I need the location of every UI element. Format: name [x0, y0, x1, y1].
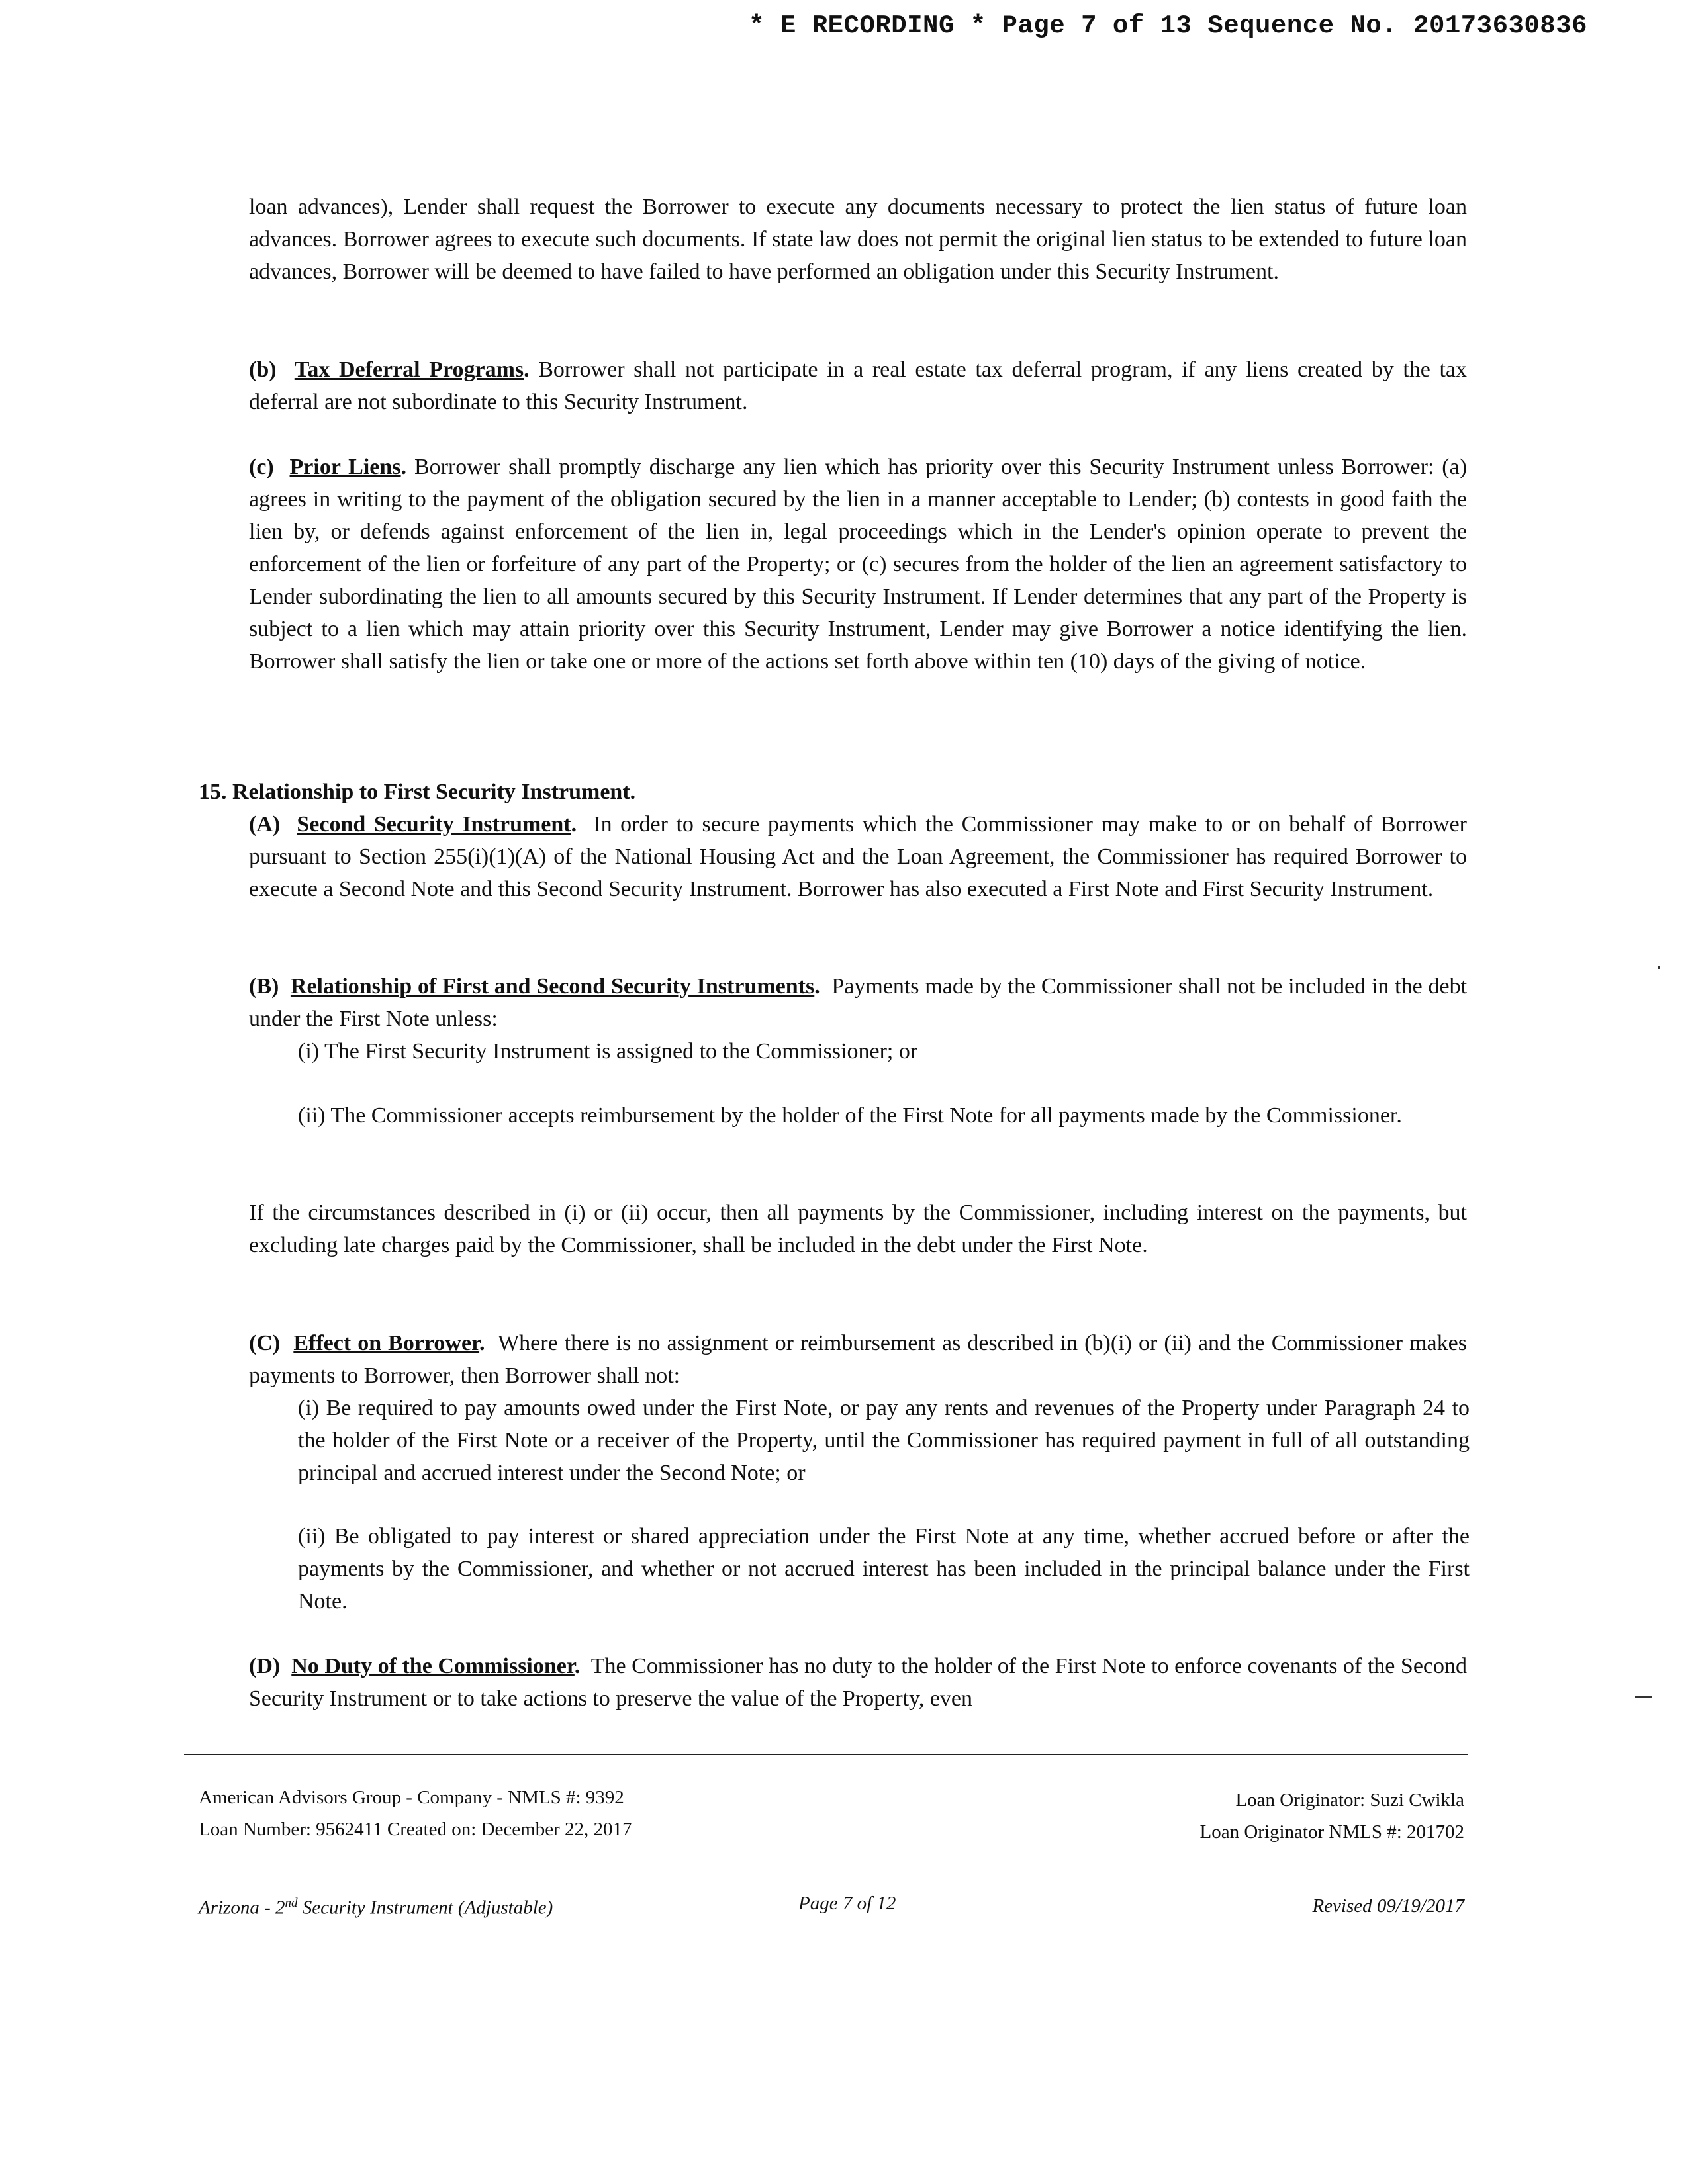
paragraph-c-text: Borrower shall promptly discharge any lien which has priority over this Security Instrument unless Borrower: (a) agrees in writing to the payment of the obligation secured by the lien in a manner acceptable to Lender; (b) contests in good faith the lien by, or defends against enforcement of the lien in, legal proceedings which in the Lender's opinion operate to prevent the enforcement of the lien or forfeiture of any part of the Property; or (c) secures from the holder of the lien an agreement satisfactory to Lender subordinating the lien to all amounts secured by this Security Instrument. If Lender determines that any part of the Property is subject to a lien which may attain priority over this Security Instrument, Lender may give Borrower a notice identifying the lien. Borrower shall satisfy the lien or take one or more of the actions set forth above within ten (10) days of the giving of notice.: [249, 455, 1468, 674]
continuation-text: loan advances), Lender shall request the Borrower to execute any documents necessary to protect the lien status of future loan advances. Borrower agrees to execute such documents. If state law does not permit the original lien status to be extended to future loan advances, Borrower will be deemed to have failed to have performed an obligation under this Security Instrument.: [249, 195, 1467, 284]
scan-dash: [1635, 1696, 1652, 1698]
paragraph-C-item-i: (i) Be required to pay amounts owed under the First Note, or pay any rents and revenues of the Property under Paragraph 24 to the holder of the First Note or a receiver of the Property, until the Commissioner has required payment in full of all outstanding principal and accrued interest under the Second Note; or: [298, 1396, 1470, 1485]
paragraph-A-text: In order to secure payments which the Commissioner may make to or on behalf of Borrower pursuant to Section 255(i)(1)(A) of the National Housing Act and the Loan Agreement, the Commissioner has required Borrower to execute a Second Note and this Second Security Instrument. Borrower has also executed a First Note and First Security Instrument.: [249, 812, 1468, 901]
paragraph-C-heading: Effect on Borrower: [293, 1331, 480, 1355]
footer-company: American Advisors Group - Company - NMLS #: 9392: [199, 1787, 624, 1808]
paragraph-D-heading: No Duty of the Commissioner: [291, 1654, 575, 1678]
footer-form-name: [199, 1890, 553, 1921]
paragraph-b-label: (b): [249, 357, 277, 382]
recording-stamp: * E RECORDING * Page 7 of 13 Sequence No. 20173630836: [749, 11, 1587, 40]
paragraph-c-heading: Prior Liens: [289, 455, 401, 479]
paragraph-b-text: Borrower shall not participate in a real estate tax deferral program, if any liens created by the tax deferral are not subordinate to this Security Instrument.: [249, 357, 1467, 414]
footer-divider: [184, 1754, 1468, 1755]
paragraph-B-text: Payments made by the Commissioner shall not be included in the debt under the First Note unless:: [249, 974, 1468, 1031]
paragraph-C-item-ii: (ii) Be obligated to pay interest or shared appreciation under the First Note at any time, whether accrued before or after the payments by the Commissioner, and whether or not accrued interest has been included in the principal balance under the First Note.: [298, 1524, 1470, 1614]
paragraph-D-label: (D): [249, 1654, 281, 1678]
continuation-paragraph: [249, 191, 1467, 288]
paragraph-B-item-i: (i) The First Security Instrument is assigned to the Commissioner; or: [298, 1039, 918, 1064]
footer-loan-number: Loan Number: 9562411 Created on: December 22, 2017: [199, 1819, 632, 1840]
paragraph-B-heading: Relationship of First and Second Security Instruments: [290, 974, 815, 999]
paragraph-B-label: (B): [249, 974, 279, 999]
footer-loan-originator: Loan Originator: Suzi Cwikla: [1235, 1790, 1464, 1811]
footer-originator-nmls: Loan Originator NMLS #: 201702: [1199, 1821, 1464, 1843]
footer-revised-date: Revised 09/19/2017: [1312, 1895, 1464, 1917]
footer-form-suffix: Security Instrument (Adjustable): [297, 1897, 553, 1919]
paragraph-A-heading: Second Security Instrument: [297, 812, 571, 837]
paragraph-C-text: Where there is no assignment or reimbursement as described in (b)(i) or (ii) and the Commissioner makes payments to Borrower, then Borrower shall not:: [249, 1331, 1467, 1388]
paragraph-c: (c) Prior Liens. Borrower shall promptly discharge any lien which has priority over this Security Instrument unless Borrower: (a) agrees in writing to the payment of the obligation secured by the lien in a manner acceptable to Lender; (b) contests in good faith the lien by, or defends against enforcement of the lien in, legal proceedings which in the Lender's opinion operate to prevent the enforcement of the lien or forfeiture of any part of the Property; or (c) secures from the holder of the lien an agreement satisfactory to Lender subordinating the lien to all amounts secured by this Security Instrument. If Lender determines that any part of the Property is subject to a lien which may attain priority over this Security Instrument, Lender may give Borrower a notice identifying the lien. Borrower shall satisfy the lien or take one or more of the actions set forth above within ten (10) days of the giving of notice.: [249, 455, 1468, 674]
footer-form-prefix: Arizona - 2: [199, 1897, 285, 1919]
paragraph-A-label: (A): [249, 812, 281, 837]
footer-form-superscript: nd: [285, 1896, 298, 1910]
paragraph-D: (D) No Duty of the Commissioner. The Commissioner has no duty to the holder of the First Note to enforce covenants of the Second Security Instrument or to take actions to preserve the value of the Property, even: [249, 1654, 1468, 1711]
paragraph-B-item-ii: (ii) The Commissioner accepts reimbursement by the holder of the First Note for all payments made by the Commissioner.: [298, 1103, 1402, 1128]
paragraph-b: (b) Tax Deferral Programs. Borrower shall not participate in a real estate tax deferral program, if any liens created by the tax deferral are not subordinate to this Security Instrument.: [249, 357, 1467, 414]
paragraph-C-label: (C): [249, 1331, 281, 1355]
paragraph-D-text: The Commissioner has no duty to the holder of the First Note to enforce covenants of the Second Security Instrument or to take actions to preserve the value of the Property, even: [249, 1654, 1468, 1711]
paragraph-b-heading: Tax Deferral Programs: [294, 357, 524, 382]
section-15-title: 15. Relationship to First Security Instrument.: [199, 780, 636, 804]
footer-page-number: Page 7 of 12: [798, 1893, 896, 1914]
paragraph-B-closing: If the circumstances described in (i) or (ii) occur, then all payments by the Commissioner, including interest on the payments, but excluding late charges paid by the Commissioner, shall be included in the debt under the First Note.: [249, 1201, 1467, 1257]
paragraph-c-label: (c): [249, 455, 274, 479]
paragraph-A: (A) Second Security Instrument. In order to secure payments which the Commissioner may make to or on behalf of Borrower pursuant to Section 255(i)(1)(A) of the National Housing Act and the Loan Agreement, the Commissioner has required Borrower to execute a Second Note and this Second Security Instrument. Borrower has also executed a First Note and First Security Instrument.: [249, 812, 1468, 901]
scan-speck: [1658, 966, 1660, 969]
paragraph-C: (C) Effect on Borrower. Where there is no assignment or reimbursement as described in (b)(i) or (ii) and the Commissioner makes payments to Borrower, then Borrower shall not:: [249, 1331, 1467, 1388]
paragraph-B: (B) Relationship of First and Second Security Instruments. Payments made by the Commissioner shall not be included in the debt under the First Note unless:: [249, 974, 1468, 1031]
